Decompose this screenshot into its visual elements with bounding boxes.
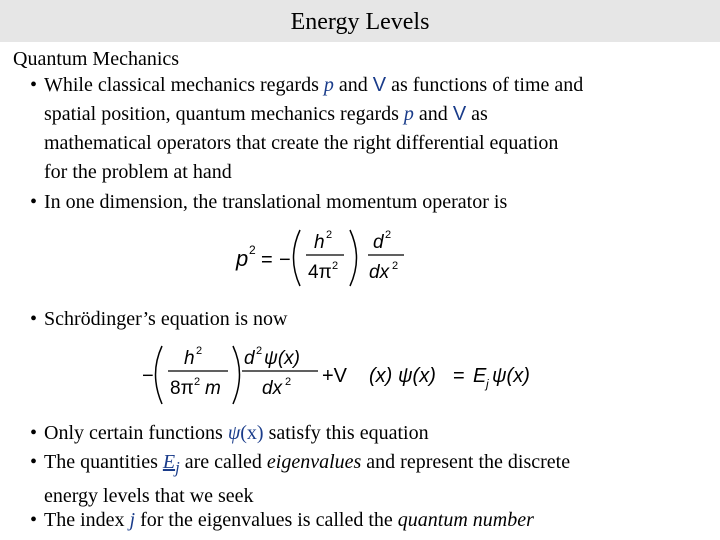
bullet-eigenvalues: • The quantities $E_j$ are called eigenvalues and represent the discrete energy levels that we seek [30,448,714,511]
bullet5-line2: energy levels that we seek [44,485,254,507]
svg-text:2: 2 [196,345,203,357]
bullet1-line4: for the problem at hand [44,161,232,183]
bullet-certain-functions: • Only certain functions ψ(x) satisfy this equation [30,419,714,448]
slide-title: Energy Levels [290,9,430,35]
svg-text:d: d [244,348,255,369]
bullet1-line3: mathematical operators that create the right differential equation [44,132,559,154]
bullet5-line1: The quantities $E_j$ are called eigenvalues and represent the discrete [44,451,571,477]
svg-text:2: 2 [249,243,256,257]
svg-text:ψ(x): ψ(x) [398,365,436,387]
svg-text:8π: 8π [170,378,194,399]
title-bar [0,0,720,42]
momentum-operator-equation [232,224,412,292]
bullet2-text: In one dimension, the translational momentum operator is [44,191,508,213]
svg-text:=: = [453,365,465,387]
svg-text:dx: dx [369,262,390,283]
section-heading: Quantum Mechanics [13,48,180,70]
svg-text:h: h [184,348,195,369]
svg-text:=: = [261,249,273,271]
svg-text:2: 2 [194,376,201,388]
svg-text:ψ(x): ψ(x) [264,348,300,369]
bullet-classical-vs-quantum [30,71,714,187]
bullet-momentum-operator: • In one dimension, the translational momentum operator is [30,188,714,217]
svg-text:−: − [142,365,154,387]
svg-text:d: d [373,232,384,253]
svg-text:p: p [236,246,249,271]
bullet-schrodinger: • Schrödinger’s equation is now [30,305,714,334]
svg-text:4π: 4π [308,262,332,283]
svg-text:m: m [205,378,221,399]
svg-text:2: 2 [285,376,292,388]
svg-text:2: 2 [392,260,399,272]
svg-text:2: 2 [332,260,339,272]
bullet1-line1: While classical mechanics regards p and V as functions of time and [44,74,584,96]
svg-text:+V: +V [322,365,348,387]
svg-text:2: 2 [385,229,392,241]
schrodinger-equation [140,340,560,410]
bullet-quantum-number: • The index j for the eigenvalues is called the quantum number [30,506,714,535]
bullet3-text: Schrödinger’s equation is now [44,308,288,330]
svg-text:E: E [473,365,487,387]
svg-text:−: − [279,249,291,271]
svg-text:h: h [314,232,325,253]
svg-text:2: 2 [326,229,333,241]
bullet6-text: The index j for the eigenvalues is called the quantum number [44,509,534,531]
svg-text:dx: dx [262,378,283,399]
svg-text:ψ(x): ψ(x) [492,365,530,387]
bullet1-line2: spatial position, quantum mechanics regards p and V as [44,103,488,125]
svg-text:j: j [486,377,489,391]
svg-text:(x): (x) [369,365,393,387]
bullet4-text: Only certain functions ψ(x) satisfy this equation [44,422,429,444]
svg-text:2: 2 [256,345,263,357]
bullet-dot: • [30,74,38,96]
